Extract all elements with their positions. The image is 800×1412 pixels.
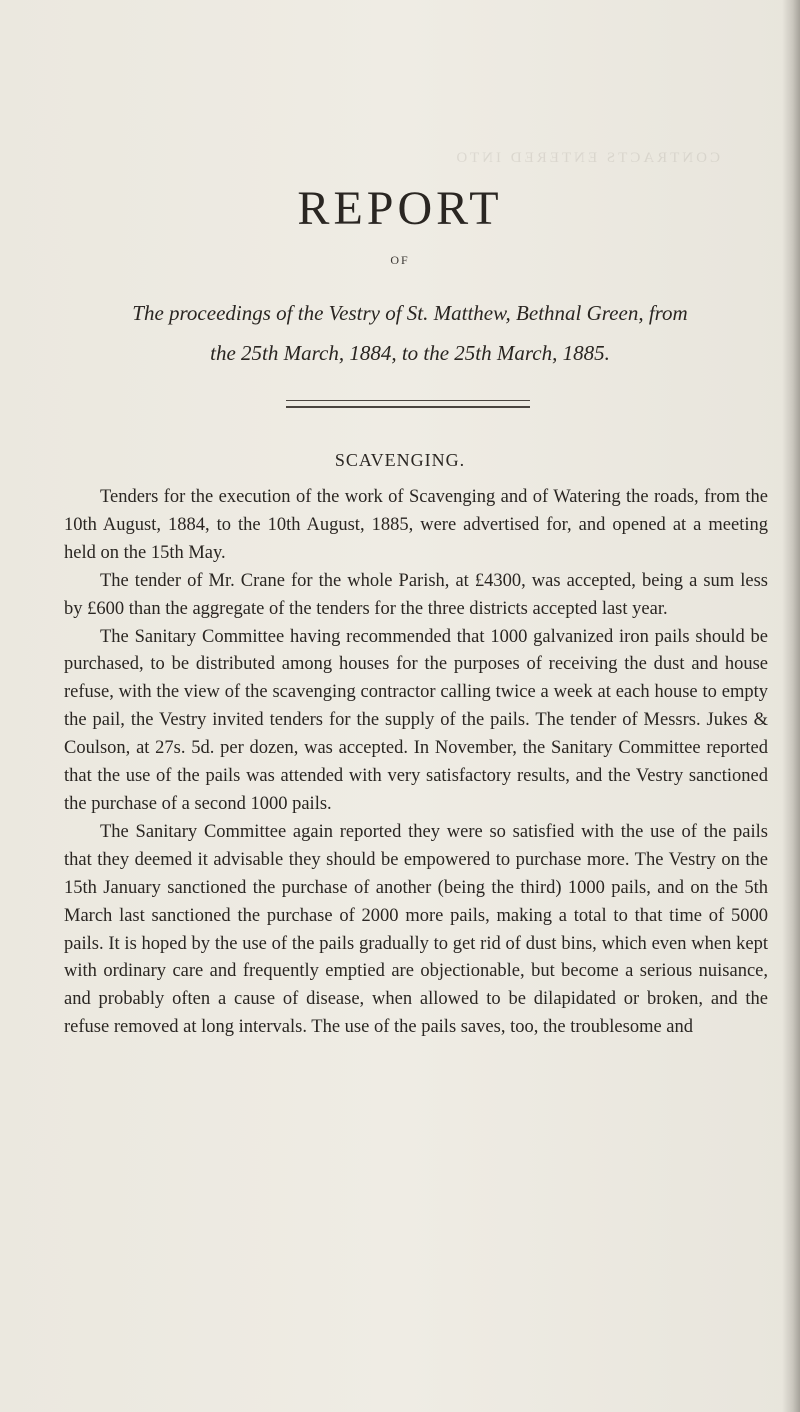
paragraph: The Sanitary Committee again reported they were so satisfied with the use of the pails that they deemed it advisable they should be empowered to purchase more. The Vestry on the 15th January sanctioned the purchase of another (being the third) 1000 pails, and on the 5th March last sanctioned the purchase of 2000 more pails, making a total to that time of 5000 pails. It is hoped by the use of the pails gradually to get rid of dust bins, which even when kept with ordinary care and frequently emptied are objectionable, but become a serious nuisance, and probably often a cause of disease, when allowed to be dilapidated or broken, and the refuse removed at long intervals. The use of the pails saves, too, the troublesome and: [64, 821, 768, 1038]
paragraph: The tender of Mr. Crane for the whole Parish, at £4300, was accepted, being a sum less by £600 than the aggregate of the tenders for the three districts accepted last year.: [64, 570, 768, 619]
paragraph: The Sanitary Committee having recommended that 1000 galvanized iron pails should be purchased, to be distributed among houses for the purposes of receiving the dust and house refuse, with the view of the scavenging contractor calling twice a week at each house to empty the pail, the Vestry invited tenders for the supply of the pails. The tender of Messrs. Jukes & Coulson, at 27s. 5d. per dozen, was accepted. In November, the Sanitary Committee reported that the use of the pails was attended with very satisfactory results, and the Vestry sanctioned the purchase of a second 1000 pails.: [64, 626, 768, 814]
report-title: REPORT: [297, 182, 503, 235]
page-edge-shadow: [782, 0, 800, 1412]
bleed-through-text: CONTRACTS ENTERED INTO: [453, 150, 720, 166]
divider-rule: [286, 400, 530, 408]
paragraph: Tenders for the execution of the work of Scavenging and of Watering the roads, from the 10th August, 1884, to the 10th August, 1885, were advertised for, and opened at a meeting held on the 15th May.: [64, 487, 768, 563]
subtitle-line-1: The proceedings of the Vestry of St. Matthew, Bethnal Green, from: [132, 301, 688, 325]
section-heading: SCAVENGING.: [334, 450, 466, 470]
subtitle-line-2: the 25th March, 1884, to the 25th March, 1885.: [210, 341, 610, 365]
body-text: [64, 484, 768, 1042]
of-label: OF: [390, 253, 410, 267]
report-subtitle: [100, 293, 720, 373]
